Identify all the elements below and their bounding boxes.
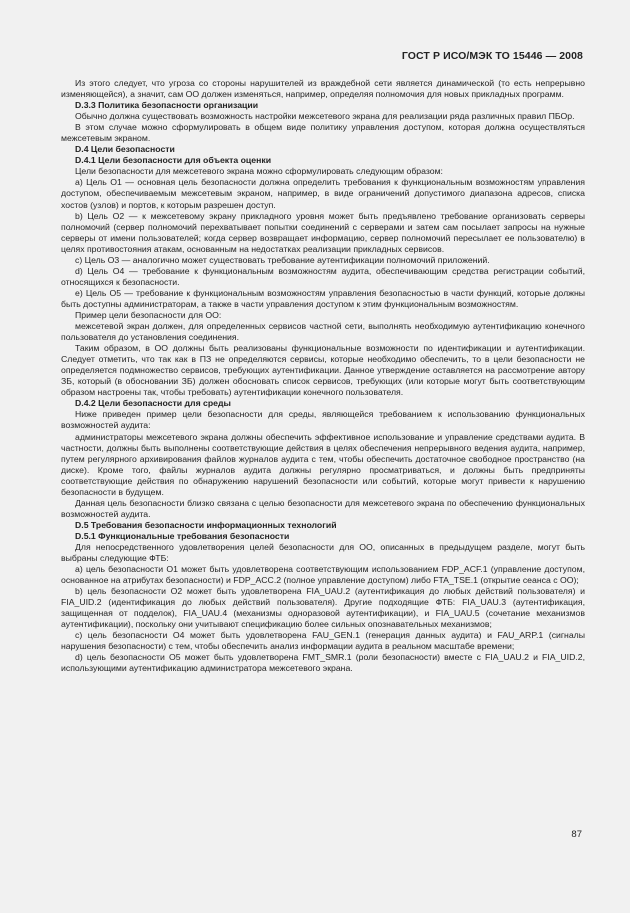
paragraph: Для непосредственного удовлетворения целей безопасности для ОО, описанных в предыдущем разделе, могут быть выбраны следующие ФТБ: <box>61 541 585 564</box>
paragraph: Обычно должна существовать возможность настройки межсетевого экрана для реализации ряда различных правил ПБОр. <box>75 111 575 122</box>
paragraph: a) Цель О1 — основная цель безопасности должна определить требования к функциональным возможностям управления доступом, обеспечиваемым межсетевым экраном, например, в виде ограничений допустимого диапазона адресов, списка хостов (узлов) и портов, к которым разрешен доступ. <box>61 177 585 210</box>
paragraph: Данная цель безопасности близко связана с целью безопасности для межсетевого экрана по обеспечению функциональных возможностей аудита. <box>61 497 585 519</box>
paragraph: c) Цель О3 — аналогично может существовать требование аутентификации полномочий приложений. <box>75 254 490 265</box>
section-heading: D.3.3 Политика безопасности организации <box>75 100 259 111</box>
section-heading: D.4.1 Цели безопасности для объекта оценки <box>75 155 272 166</box>
section-heading: D.5 Требования безопасности информационных технологий <box>75 519 337 530</box>
paragraph: Пример цели безопасности для ОО: <box>75 309 222 320</box>
paragraph: администраторы межсетевого экрана должны обеспечить эффективное использование и управление средствами аудита. В частности, должны быть выполнены соответствующие действия в целях обеспечения непрерывного ведения аудита, например, путем регулярного архивирования файлов журналов аудита с тем, чтобы обеспечить достаточное свободное пространство (на диске). Кроме того, файлы журналов аудита должны регулярно просматриваться, и должны быть предприняты соответствующие действия по обнаружению нарушений безопасности или событий, которые могут привести к нарушению безопасности в будущем. <box>61 431 585 497</box>
paragraph: Таким образом, в ОО должны быть реализованы функциональные возможности по идентификации и аутентификации. Следует отметить, что так как в ПЗ не определяются сервисы, которые необходимо обеспечить, то в цели безопасности не определяется подмножество сервисов, требующих аутентификации. Данное утверждение оставляется на рассмотрение автору ЗБ, который (в обосновании ЗБ) должен обосновать список сервисов, требующих (или которые могут быть соответствующим образом настроены так, чтобы требовать) аутентификации конечного пользователя. <box>61 343 585 398</box>
paragraph: a) цель безопасности О1 может быть удовлетворена соответствующим использованием FDP_ACF.1 (управление доступом, основанное на атрибутах безопасности) и FDP_ACC.2 (полное управление доступом) либо FTA_TSE.1 (открытие сеанса с ОО); <box>61 564 585 586</box>
paragraph: b) цель безопасности О2 может быть удовлетворена FIA_UAU.2 (аутентификация до любых действий пользователя) и FIA_UID.2 (идентификация до любых действий пользователя). Другие подходящие ФТБ: FIA_UAU.3 (аутентификация, защищенная от подделок), FIA_UAU.4 (механизмы одноразовой аутентификации), и FIA_UAU.5 (сочетание механизмов аутентификации), поскольку они учитывают спецификацию более сильных опознавательных механизмов; <box>61 586 585 630</box>
paragraph: d) Цель О4 — требование к функциональным возможностям аудита, обеспечивающим средства регистрации событий, относящихся к безопасности. <box>61 265 585 287</box>
paragraph: межсетевой экран должен, для определенных сервисов частной сети, выполнять необходимую аутентификацию конечного пользователя до установления соединения. <box>61 321 585 343</box>
document-body <box>61 78 585 675</box>
paragraph: c) цель безопасности О4 может быть удовлетворена FAU_GEN.1 (генерация данных аудита) и FAU_ARP.1 (сигналы нарушения безопасности) с тем, чтобы обеспечить анализ информации аудита в реальном масштабе времени; <box>61 630 585 652</box>
page-number: 87 <box>571 829 582 840</box>
paragraph: b) Цель О2 — к межсетевому экрану прикладного уровня может быть предъявлено требование организовать серверы полномочий (сервер полномочий перехватывает попытки соединений с серверами и затем сам посылает запросы на нужные серверы от имени пользователей; когда сервер возвращает информацию, сервер полномочий пересылает ее пользователю) в целях противостояния атакам, основанным на недостатках реализации прикладных сервисов. <box>61 210 585 254</box>
section-heading: D.4 Цели безопасности <box>75 144 175 155</box>
paragraph: e) Цель О5 — требование к функциональным возможностям управления безопасностью в части функций, которые должны быть доступны администраторам, а также в части управления доступом к этим функциональным возможностям. <box>61 287 585 309</box>
standard-header: ГОСТ Р ИСО/МЭК ТО 15446 — 2008 <box>401 50 583 62</box>
paragraph: В этом случае можно сформулировать в общем виде политику управления доступом, которая должна осуществляться межсетевым экраном. <box>61 122 585 144</box>
section-heading: D.4.2 Цели безопасности для среды <box>75 398 231 409</box>
paragraph: Из этого следует, что угроза со стороны нарушителей из враждебной сети является динамической (то есть непрерывно изменяющейся), а значит, сам ОО должен изменяться, например, определяя полномочия для новых прикладных программ. <box>61 78 585 100</box>
paragraph: Цели безопасности для межсетевого экрана можно сформулировать следующим образом: <box>75 166 443 177</box>
section-heading: D.5.1 Функциональные требования безопасности <box>75 530 290 541</box>
paragraph: d) цель безопасности О5 может быть удовлетворена FMT_SMR.1 (роли безопасности) вместе с FIA_UAU.2 и FIA_UID.2, использующими аутентификацию администратора межсетевого экрана. <box>61 652 585 674</box>
paragraph: Ниже приведен пример цели безопасности для среды, являющейся требованием к использованию функциональных возможностей аудита: <box>61 409 585 431</box>
